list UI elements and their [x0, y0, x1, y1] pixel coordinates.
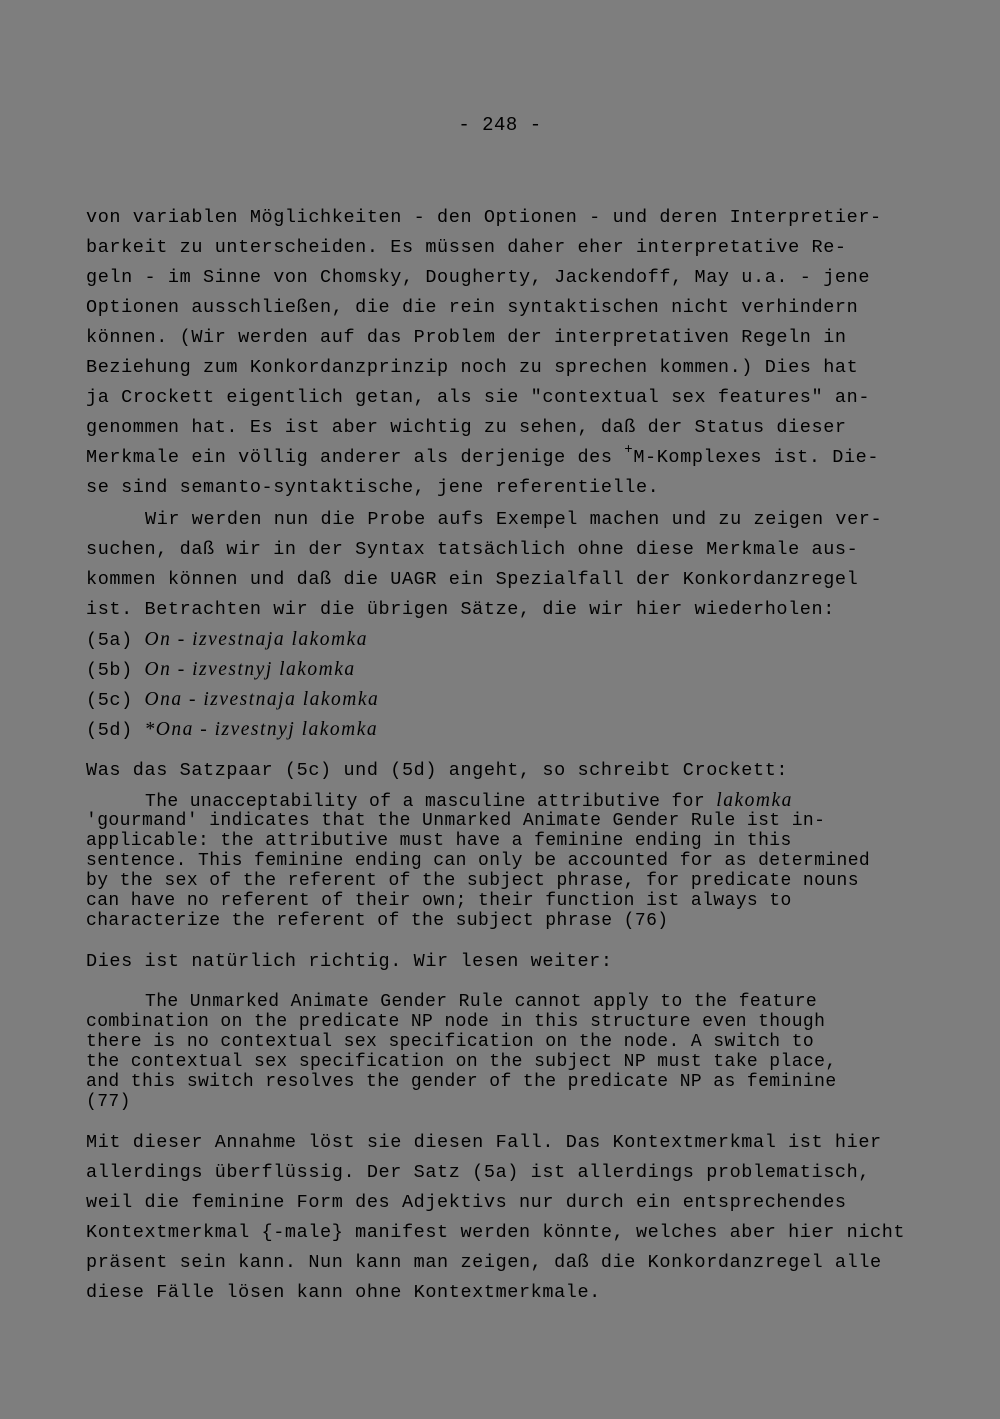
text-line: ist. Betrachten wir die übrigen Sätze, die wir hier wiederholen:	[86, 599, 835, 620]
text-line: Kontextmerkmal {-male} manifest werden könnte, welches aber hier nicht	[86, 1222, 906, 1243]
example-text: On - izvestnyj lakomka	[144, 659, 356, 680]
example-label: (5a)	[86, 630, 133, 651]
quote-line: the contextual sex specification on the subject NP must take place,	[86, 1052, 837, 1072]
example-list	[86, 625, 906, 745]
text-fragment: Merkmale ein völlig anderer als derjenige des	[86, 447, 625, 468]
text-line: Wir werden nun die Probe aufs Exempel machen und zu zeigen ver-	[145, 509, 883, 530]
example-item	[86, 685, 906, 715]
text-fragment: M-Komplexes ist. Die-	[633, 447, 880, 468]
quote-line: characterize the referent of the subject phrase (76)	[86, 911, 669, 931]
block-quote-2	[86, 992, 926, 1112]
example-label: (5b)	[86, 660, 133, 681]
example-label: (5d)	[86, 720, 133, 741]
text-line: se sind semanto-syntaktische, jene referentielle.	[86, 477, 660, 498]
quote-intro-1	[86, 756, 906, 786]
text-line: barkeit zu unterscheiden. Es müssen daher eher interpretative Re-	[86, 237, 847, 258]
block-quote-1	[86, 791, 926, 931]
quote-line: The Unmarked Animate Gender Rule cannot apply to the feature	[145, 992, 818, 1012]
text-line: Beziehung zum Konkordanzprinzip noch zu sprechen kommen.) Dies hat	[86, 357, 859, 378]
text-line: können. (Wir werden auf das Problem der interpretativen Regeln in	[86, 327, 847, 348]
quote-line: applicable: the attributive must have a feminine ending in this	[86, 831, 792, 851]
quote-line: combination on the predicate NP node in this structure even though	[86, 1012, 826, 1032]
text-line: Mit dieser Annahme löst sie diesen Fall. Das Kontextmerkmal ist hier	[86, 1132, 882, 1153]
text-line	[86, 443, 906, 473]
text-line: Was das Satzpaar (5c) und (5d) angeht, so schreibt Crockett:	[86, 760, 789, 781]
superscript-plus: +	[624, 442, 634, 458]
example-item	[86, 715, 906, 745]
quote-line: and this switch resolves the gender of the predicate NP as feminine	[86, 1072, 837, 1092]
text-line: Dies ist natürlich richtig. Wir lesen weiter:	[86, 951, 613, 972]
text-line: geln - im Sinne von Chomsky, Dougherty, Jackendoff, May u.a. - jene	[86, 267, 871, 288]
text-line: präsent sein kann. Nun kann man zeigen, daß die Konkordanzregel alle	[86, 1252, 882, 1273]
italic-term: lakomka	[716, 790, 793, 811]
example-text: On - izvestnaja lakomka	[144, 629, 369, 650]
paragraph-1	[86, 203, 906, 503]
page-number: - 248 -	[458, 114, 542, 136]
text-line: von variablen Möglichkeiten - den Optionen - und deren Interpretier-	[86, 207, 882, 228]
text-line: diese Fälle lösen kann ohne Kontextmerkmale.	[86, 1282, 601, 1303]
quote-line: 'gourmand' indicates that the Unmarked Animate Gender Rule ist in-	[86, 811, 826, 831]
quote-line: there is no contextual sex specification on the node. A switch to	[86, 1032, 815, 1052]
text-line: kommen können und daß die UAGR ein Spezialfall der Konkordanzregel	[86, 569, 859, 590]
text-fragment: The unacceptability of a masculine attributive for	[145, 792, 717, 812]
quote-line: sentence. This feminine ending can only be accounted for as determined	[86, 851, 871, 871]
quote-line: by the sex of the referent of the subject phrase, for predicate nouns	[86, 871, 859, 891]
text-line: ja Crockett eigentlich getan, als sie "contextual sex features" an-	[86, 387, 871, 408]
example-label: (5c)	[86, 690, 133, 711]
text-line: genommen hat. Es ist aber wichtig zu sehen, daß der Status dieser	[86, 417, 847, 438]
quote-line: can have no referent of their own; their function ist always to	[86, 891, 792, 911]
quote-line	[86, 791, 926, 811]
paragraph-3	[86, 1128, 926, 1308]
example-item	[86, 625, 906, 655]
example-text: Ona - izvestnaja lakomka	[144, 689, 380, 710]
text-line: allerdings überflüssig. Der Satz (5a) ist allerdings problematisch,	[86, 1162, 871, 1183]
text-line: Optionen ausschließen, die die rein syntaktischen nicht verhindern	[86, 297, 859, 318]
text-line: weil die feminine Form des Adjektivs nur durch ein entsprechendes	[86, 1192, 847, 1213]
example-text: *Ona - izvestnyj lakomka	[144, 719, 379, 740]
quote-intro-2	[86, 947, 906, 977]
paragraph-2	[86, 505, 906, 625]
quote-line: (77)	[86, 1092, 131, 1112]
example-item	[86, 655, 906, 685]
text-line: suchen, daß wir in der Syntax tatsächlich ohne diese Merkmale aus-	[86, 539, 859, 560]
